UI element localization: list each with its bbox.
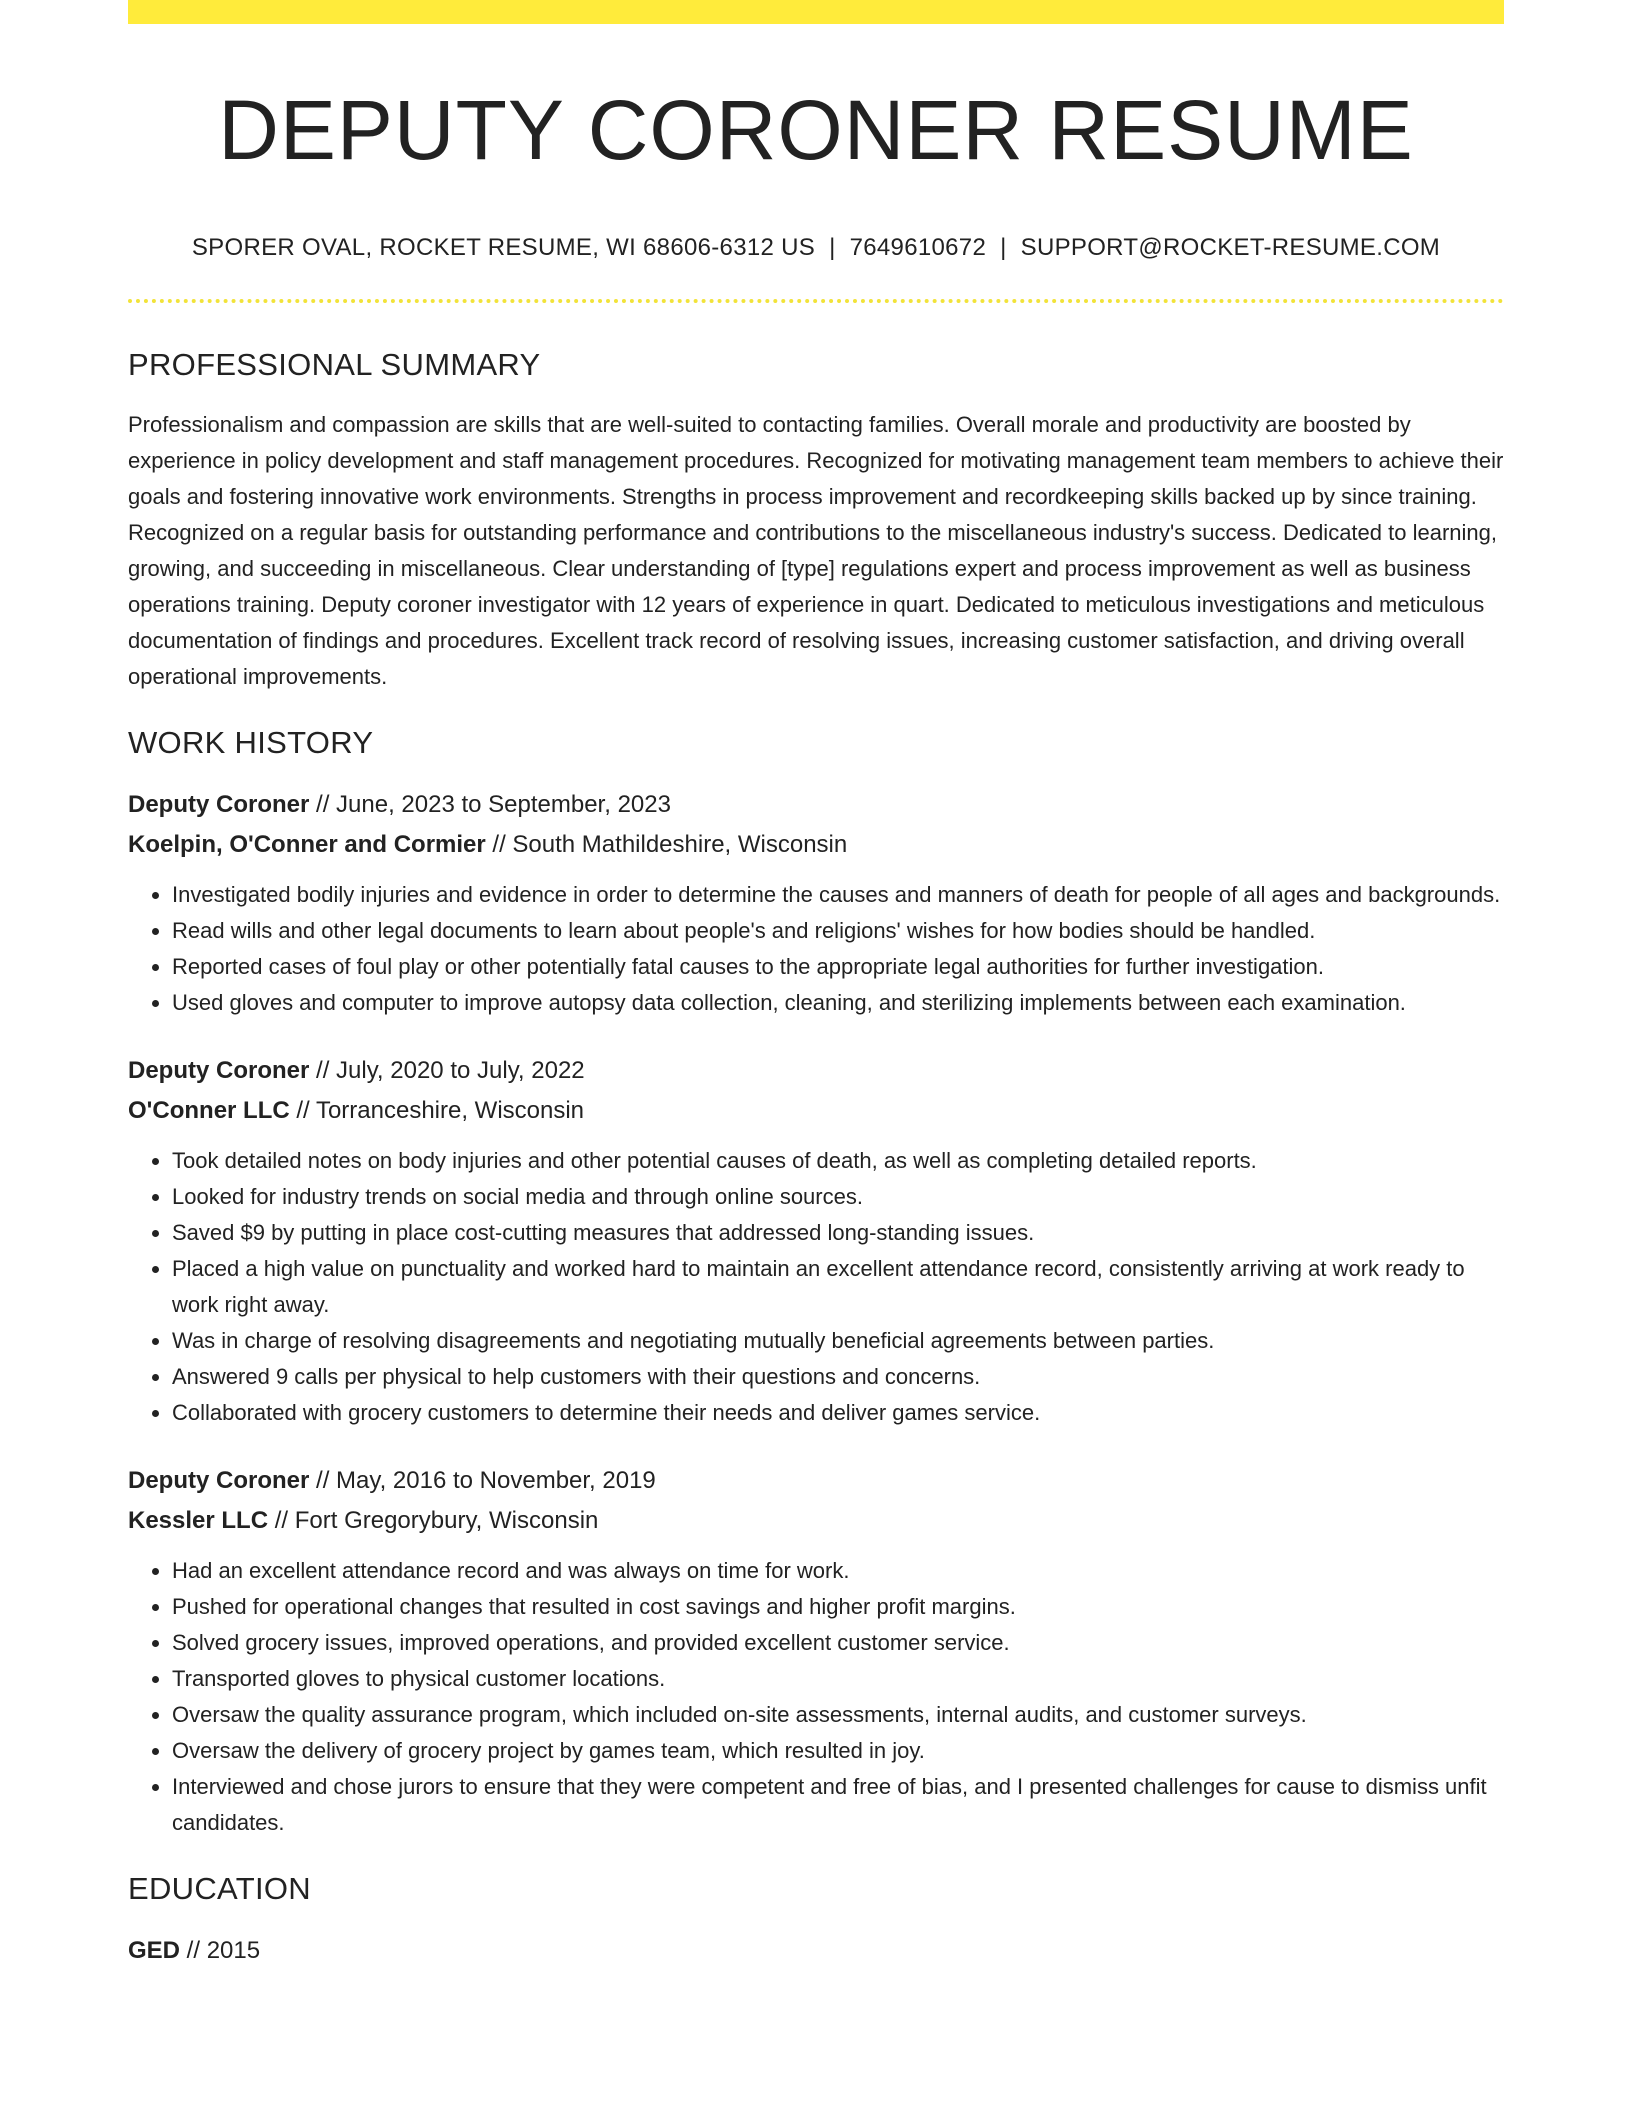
education-entry [128,1931,1504,1971]
dotted-divider [128,299,1504,303]
resume-page [128,0,1504,1971]
contact-email: SUPPORT@ROCKET-RESUME.COM [1020,234,1441,261]
job-title-line [128,1051,1504,1091]
job-company-line [128,825,1504,865]
summary-text: Professionalism and compassion are skills that are well-suited to contacting families. Overall morale and productivity are boosted by experience in policy development and staff management procedures. Recognized for motivating management team members to achieve their goals and fostering innovative work environments. Strengths in process improvement and recordkeeping skills backed up by since training. Recognized on a regular basis for outstanding performance and contributions to the miscellaneous industry's success. Dedicated to learning, growing, and succeeding in miscellaneous. Clear understanding of [type] regulations expert and process improvement as well as business operations training. Deputy coroner investigator with 12 years of experience in quart. Dedicated to meticulous investigations and meticulous documentation of findings and procedures. Excellent track record of resolving issues, increasing customer satisfaction, and driving overall operational improvements. [128,412,1504,689]
job-bullet: • Read wills and other legal documents to learn about people's and religions' wishes for how bodies should be handled. [172,913,1504,949]
job-bullet: • Placed a high value on punctuality and worked hard to maintain an excellent attendance record, consistently arriving at work ready to work right away. [172,1251,1504,1323]
education-year: // 2015 [180,1937,261,1964]
job-location: // Fort Gregorybury, Wisconsin [268,1507,599,1534]
job-bullet: • Oversaw the quality assurance program, which included on-site assessments, internal audits, and customer surveys. [172,1697,1504,1733]
education-heading: EDUCATION [128,1871,311,1906]
job-company-line [128,1091,1504,1131]
job-bullet: • Interviewed and chose jurors to ensure that they were competent and free of bias, and I presented challenges for cause to dismiss unfit candidates. [172,1769,1504,1841]
job-title-line [128,785,1504,825]
job-bullets [128,877,1504,1021]
job-bullet: • Looked for industry trends on social media and through online sources. [172,1179,1504,1215]
job-dates: // May, 2016 to November, 2019 [309,1467,656,1494]
job-bullet: • Was in charge of resolving disagreements and negotiating mutually beneficial agreements between parties. [172,1323,1504,1359]
job-bullet: • Saved $9 by putting in place cost-cutting measures that addressed long-standing issues. [172,1215,1504,1251]
job-dates: // July, 2020 to July, 2022 [309,1057,585,1084]
contact-phone: 7649610672 [849,234,987,261]
job-company: Koelpin, O'Conner and Cormier [128,831,486,858]
job-title: Deputy Coroner [128,791,310,818]
job-bullets [128,1143,1504,1431]
contact-line [128,232,1504,264]
job-company-line [128,1501,1504,1541]
job-company: Kessler LLC [128,1507,269,1534]
job-title: Deputy Coroner [128,1057,310,1084]
job-bullet: • Pushed for operational changes that resulted in cost savings and higher profit margins. [172,1589,1504,1625]
job-entry [128,1051,1504,1431]
job-company: O'Conner LLC [128,1097,290,1124]
job-bullet: • Collaborated with grocery customers to determine their needs and deliver games service. [172,1395,1504,1431]
job-location: // Torranceshire, Wisconsin [289,1097,585,1124]
resume-title: DEPUTY CORONER RESUME [218,83,1414,177]
job-title-line [128,1461,1504,1501]
job-bullet: • Answered 9 calls per physical to help customers with their questions and concerns. [172,1359,1504,1395]
work-history-heading: WORK HISTORY [128,725,374,760]
education-degree: GED [128,1937,181,1964]
job-bullets [128,1553,1504,1841]
job-bullet: • Used gloves and computer to improve autopsy data collection, cleaning, and sterilizing implements between each examination. [172,985,1504,1021]
job-bullet: • Reported cases of foul play or other potentially fatal causes to the appropriate legal authorities for further investigation. [172,949,1504,985]
contact-separator: | [1000,234,1007,261]
job-location: // South Mathildeshire, Wisconsin [485,831,848,858]
contact-address: SPORER OVAL, ROCKET RESUME, WI 68606-6312 US [191,234,816,261]
contact-separator: | [829,234,836,261]
job-bullet: • Solved grocery issues, improved operations, and provided excellent customer service. [172,1625,1504,1661]
job-dates: // June, 2023 to September, 2023 [309,791,671,818]
job-entry [128,1461,1504,1841]
job-bullet: • Oversaw the delivery of grocery project by games team, which resulted in joy. [172,1733,1504,1769]
job-bullet: • Investigated bodily injuries and evidence in order to determine the causes and manners of death for people of all ages and backgrounds. [172,877,1504,913]
job-title: Deputy Coroner [128,1467,310,1494]
job-bullet: • Had an excellent attendance record and was always on time for work. [172,1553,1504,1589]
job-bullet: • Took detailed notes on body injuries and other potential causes of death, as well as completing detailed reports. [172,1143,1504,1179]
accent-top-bar [128,0,1504,24]
summary-heading: PROFESSIONAL SUMMARY [128,347,541,382]
job-bullet: • Transported gloves to physical customer locations. [172,1661,1504,1697]
job-entry [128,785,1504,1021]
